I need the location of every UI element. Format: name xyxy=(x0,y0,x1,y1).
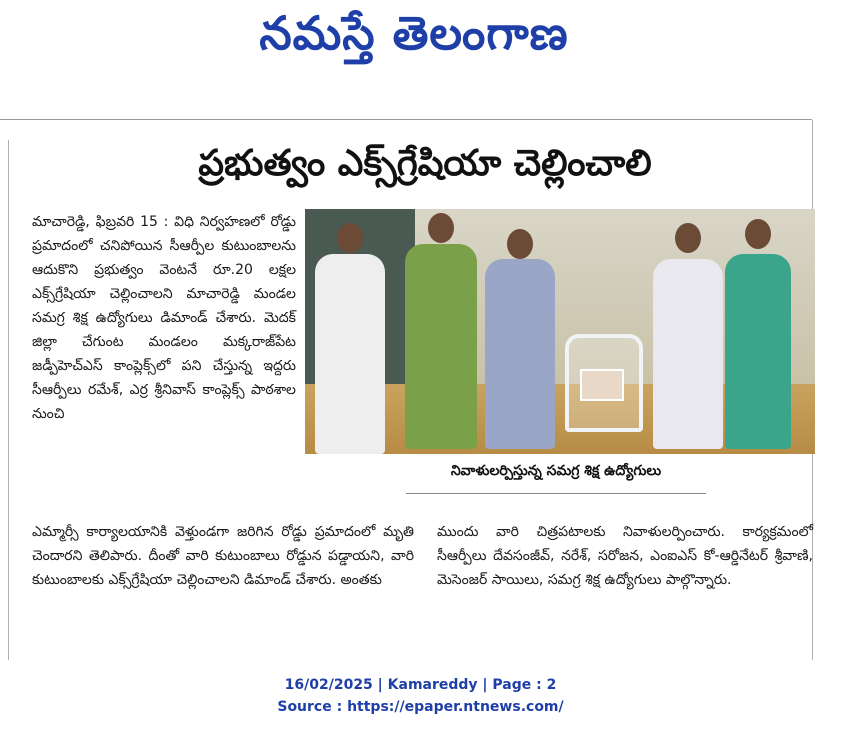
article-column-3 xyxy=(437,520,813,592)
article-text: మాచారెడ్డి, ఫిబ్రవరి 15 : విధి నిర్వహణలో రోడ్డు ప్రమాదంలో చనిపోయిన సీఆర్పీల కుటుంబాలను ఆదుకొని ప్రభుత్వం వెంటనే రూ.20 లక్షల ఎక్స్‌గ్రేషియా చెల్లించాలని మాచారెడ్డి మండల సమగ్ర శిక్ష ఉద్యోగులు డిమాండ్ చేశారు. మెదక్ జిల్లా చేగుంట మండలం మక్కరాజ్‌పేట జడ్పీహెచ్‌ఎస్ కాంప్లెక్స్‌లో పని చేస్తున్న ఇద్దరు సీఆర్పీలు రమేశ్, ఎర్ర శ్రీనివాస్ కాంప్లెక్స్ పాఠశాల నుంచి xyxy=(32,214,296,422)
footer xyxy=(0,674,841,718)
masthead xyxy=(0,0,841,110)
caption-underline xyxy=(406,493,706,494)
article-text: ముందు వారి చిత్రపటాలకు నివాళులర్పించారు. కార్యక్రమంలో సీఆర్పీలు దేవసంజీవ్, నరేశ్, సరోజన, ఎంఐఎస్ కో-ఆర్డినేటర్ శ్రీవాణి, మెసెంజర్ సాయిలు, సమగ్ర శిక్ష ఉద్యోగులు పాల్గొన్నారు. xyxy=(437,524,813,588)
article-headline: ప్రభుత్వం ఎక్స్‌గ్రేషియా చెల్లించాలి xyxy=(198,143,652,184)
person-figure xyxy=(315,254,385,454)
left-border xyxy=(8,140,9,660)
article-photo xyxy=(305,209,815,454)
source-link[interactable]: Source : https://epaper.ntnews.com/ xyxy=(277,699,564,715)
article-column-1 xyxy=(32,210,296,426)
publication-meta: 16/02/2025 | Kamareddy | Page : 2 xyxy=(284,677,557,693)
header-divider xyxy=(0,119,812,120)
portrait-frame xyxy=(580,369,624,401)
article-column-2 xyxy=(32,520,414,592)
person-figure xyxy=(405,244,477,449)
person-figure xyxy=(725,254,791,449)
newspaper-logo: నమస్తే తెలంగాణ xyxy=(259,6,569,60)
person-figure xyxy=(485,259,555,449)
photo-caption: నివాళులర్పిస్తున్న సమగ్ర శిక్ష ఉద్యోగులు xyxy=(450,463,662,479)
person-figure xyxy=(653,259,723,449)
article-text: ఎమ్మార్సీ కార్యాలయానికి వెళ్తుండగా జరిగిన రోడ్డు ప్రమాదంలో మృతి చెందారని తెలిపారు. దీంతో వారి కుటుంబాలు రోడ్డున పడ్డాయని, వారి కుటుంబాలకు ఎక్స్‌గ్రేషియా చెల్లించాలని డిమాండ్ చేశారు. అంతకు xyxy=(32,524,414,588)
